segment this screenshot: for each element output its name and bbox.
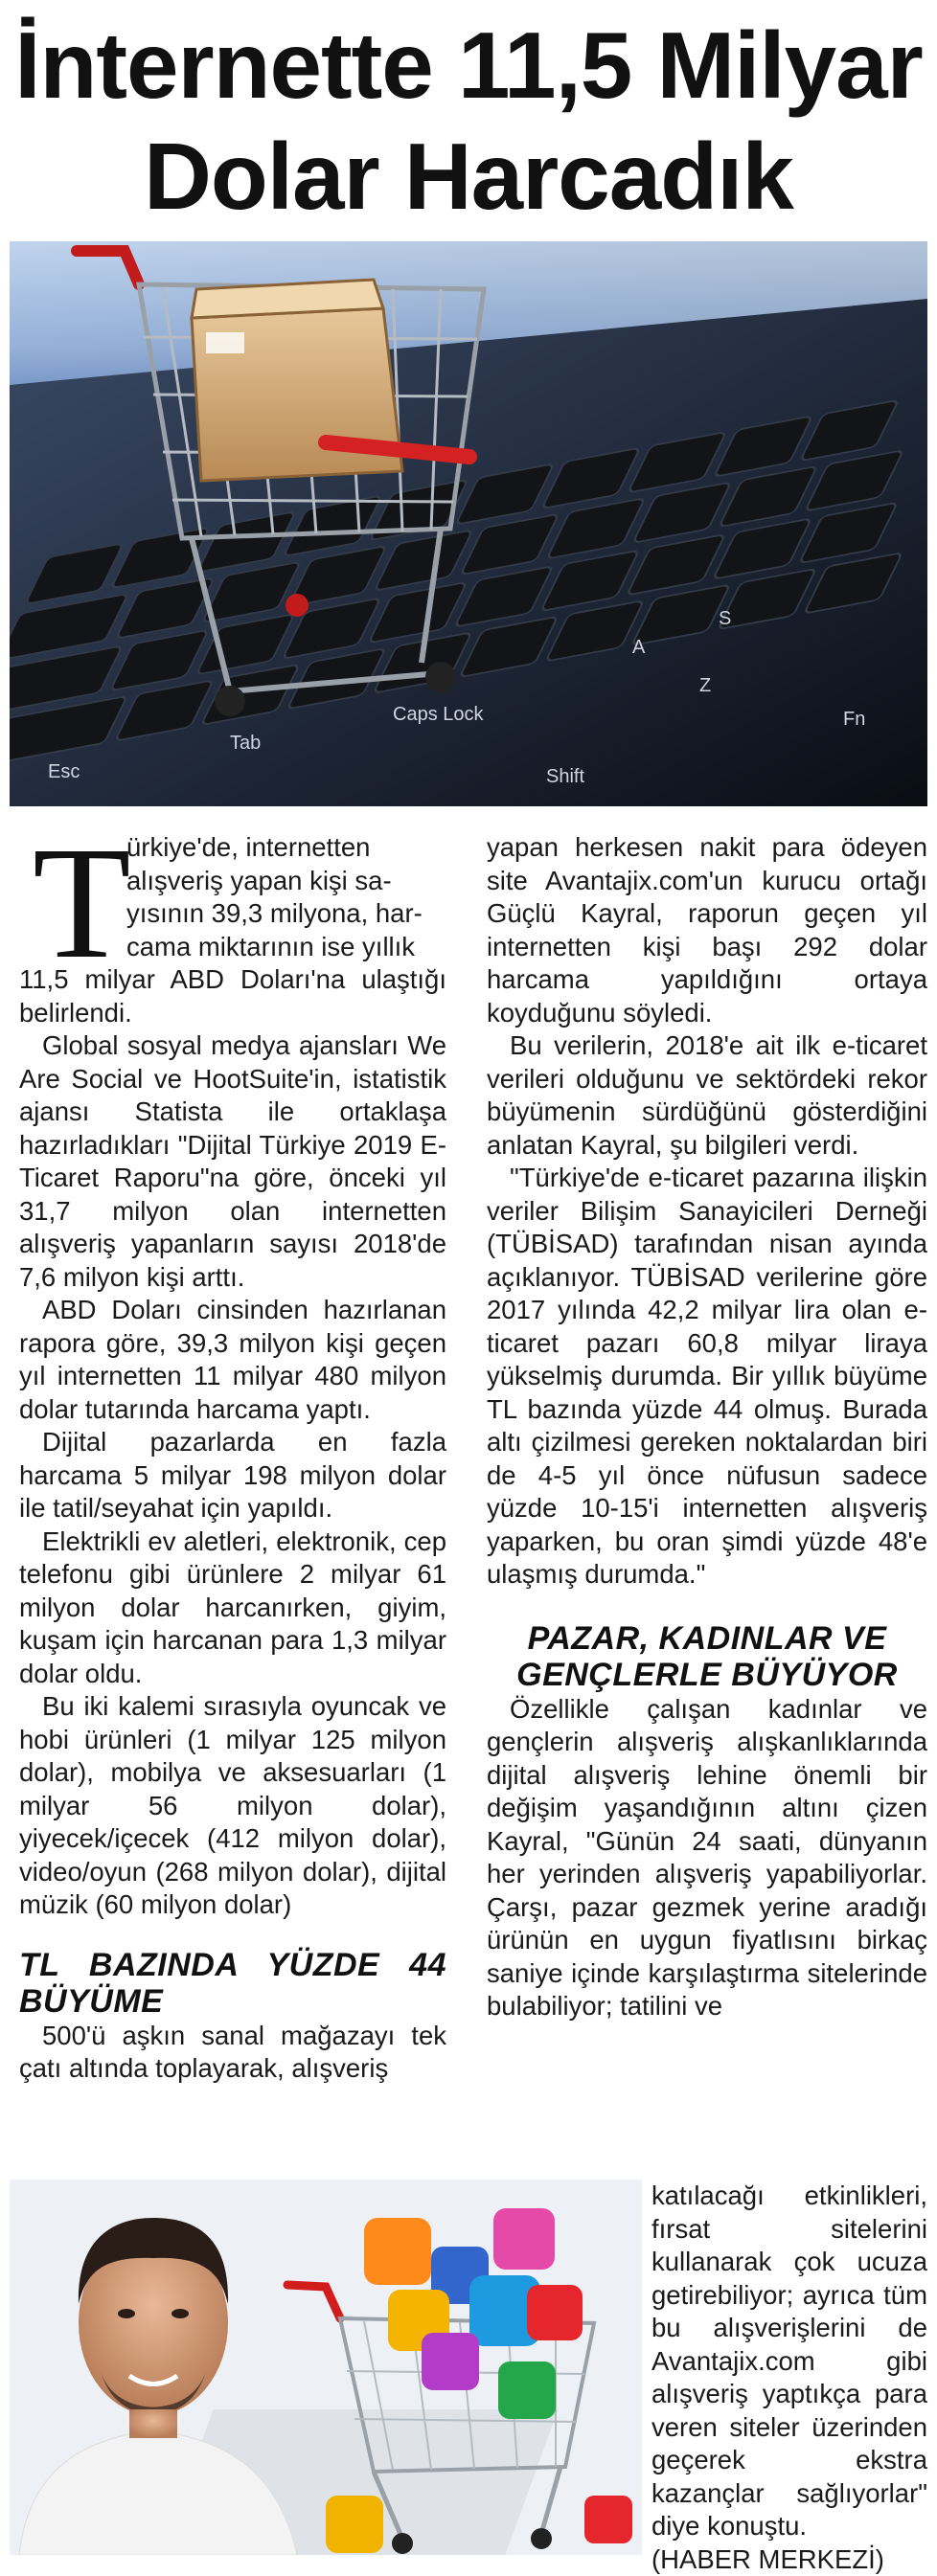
paragraph: Dijital pazarlarda en fazla harcama 5 milyar 198 milyon dolar ile tatil/seyahat için yapıldı. <box>19 1426 446 1525</box>
app-icon <box>422 2333 479 2390</box>
paragraph: Bu iki kalemi sırasıyla oyuncak ve hobi ürünleri (1 milyar 125 milyon dolar), mobilya ve aksesuarları (1 milyar 56 milyon dolar), yiyecek/içecek (412 milyon dolar), video/oyun (268 milyon dolar), dijital müzik (60 milyon dolar) <box>19 1690 446 1922</box>
paragraph: ABD Doları cinsinden hazırlanan rapora göre, 39,3 milyon kişi geçen yıl internetten 11 milyar 480 milyon dolar tutarında harcama yaptı. <box>19 1294 446 1426</box>
keyboard-illustration <box>10 241 927 806</box>
rss-icon <box>364 2218 431 2285</box>
app-icon <box>326 2496 383 2553</box>
portrait-photo <box>10 2180 642 2555</box>
headline-line-1: İnternette 11,5 Milyar <box>0 10 937 121</box>
paragraph: "Türkiye'de e-ticaret pazarına ilişkin veriler Bilişim Sanayicileri Derneği (TÜBİSAD) tarafından nisan ayında açıklanıyor. TÜBİSAD verilerine göre 2017 yılında 42,2 milyar lira olan e-ticaret pazarı 60,8 milyar liraya yükselmiş durumda. Bir yıllık büyüme TL bazında yüzde 44 olmuş. Burada altı çizilmesi gereken noktalardan biri de 4-5 yıl önce nüfusun sadece yüzde 10-15'i internetten alışveriş yaparken, bu oran şimdi yüzde 48'e ulaşmış durumda." <box>487 1162 927 1592</box>
column-1 <box>19 831 446 2086</box>
hero-image <box>10 241 927 806</box>
search-icon <box>584 2496 632 2543</box>
paragraph: 500'ü aşkın sanal mağazayı tek çatı altında toplayarak, alışveriş <box>19 2020 446 2086</box>
drop-cap: T <box>33 831 131 975</box>
portrait-illustration <box>10 2180 642 2555</box>
key-shift: Shift <box>546 766 584 787</box>
paragraph: Elektrikli ev aletleri, elektronik, cep telefonu gibi ürünlere 2 milyar 61 milyon dolar harcanırken, giyim, kuşam için harcanan para 1,3 milyar dolar oldu. <box>19 1525 446 1691</box>
app-icon <box>493 2208 555 2270</box>
paragraph: yapan herkesen nakit para ödeyen site Avantajix.com'un kurucu ortağı Güçlü Kayral, raporun geçen yıl internetten kişi başı 292 dolar harcama yapıldığını ortaya koyduğunu söyledi. <box>487 831 927 1029</box>
headline <box>0 10 937 232</box>
key-tab: Tab <box>230 733 261 754</box>
lead-line: yısının 39,3 milyona, har- <box>126 897 446 931</box>
lead-lines <box>126 831 446 963</box>
column-2 <box>487 831 927 2023</box>
paragraph: Global sosyal medya ajansları We Are Social ve HootSuite'in, istatistik ajansı Statista ile ortaklaşa hazırladıkları "Dijital Türkiye 2019 E-Ticaret Raporu"na göre, önceki yıl 31,7 milyon olan internetten alışveriş yapanların sayısı 2018'de 7,6 milyon kişi arttı. <box>19 1029 446 1294</box>
lead-line: ürkiye'de, internetten <box>126 831 446 865</box>
headline-line-2: Dolar Harcadık <box>0 121 937 232</box>
paragraph: Bu verilerin, 2018'e ait ilk e-ticaret verileri olduğunu ve sektördeki rekor büyümenin sürdüğünü gösterdiğini anlatan Kayral, şu bilgileri verdi. <box>487 1029 927 1162</box>
key-fn: Fn <box>843 709 865 730</box>
app-icon <box>527 2285 583 2340</box>
key-a: A <box>632 637 646 658</box>
key-s: S <box>719 608 731 629</box>
paragraph: Özellikle çalışan kadınlar ve gençlerin alışveriş alışkanlıklarında dijital alışveriş lehine önemli bir değişim yaşandığının altını çizen Kayral, "Günün 24 saati, dünyanın her yerinden alışveriş yapabiliyorlar. Çarşı, pazar gezmek yerine aradığı ürünün en uygun fiyatlısını birkaç saniye içinde karşılaştırma sitelerinde bulabiliyor; tatilini ve <box>487 1693 927 2023</box>
paragraph: 11,5 milyar ABD Doları'na ulaştığı belirlendi. <box>19 963 446 1029</box>
key-z: Z <box>699 675 711 696</box>
key-capslock: Caps Lock <box>393 704 484 725</box>
paragraph: katılacağı etkinlikleri, fırsat sitelerini kullanarak çok ucuza getirebiliyor; ayrıca tüm bu alışverişlerini de Avantajix.com gibi alışveriş yaptıkça para veren siteler üzerinden geçerek ekstra kazançlar sağlıyorlar" diye konuştu. <box>651 2180 927 2543</box>
lead-line: alışveriş yapan kişi sa- <box>126 865 446 898</box>
subheading: PAZAR, KADINLAR VE GENÇLERLE BÜYÜYOR <box>487 1620 927 1693</box>
column-2-tail <box>651 2180 927 2576</box>
key-esc: Esc <box>48 761 80 782</box>
lead-line: cama miktarının ise yıllık <box>126 931 446 964</box>
credit: (HABER MERKEZİ) <box>651 2543 927 2576</box>
subheading: TL BAZINDA YÜZDE 44 BÜYÜME <box>19 1947 446 2020</box>
app-icon <box>498 2361 556 2419</box>
